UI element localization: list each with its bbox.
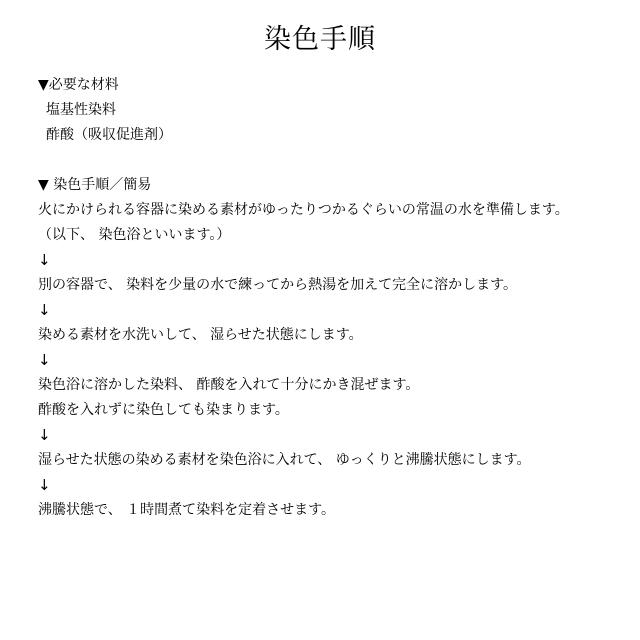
procedure-line: 染める素材を水洗いして、 湿らせた状態にします。 [38, 327, 363, 343]
procedure-line: 別の容器で、 染料を少量の水で練ってから熱湯を加えて完全に溶かします。 [38, 277, 518, 293]
arrow-down-icon: ↓ [38, 301, 51, 319]
procedure-line: （以下、 染色浴といいます。） [38, 227, 231, 243]
materials-heading: ▼必要な材料 [38, 77, 119, 93]
arrow-down-icon: ↓ [38, 351, 51, 369]
arrow-down-icon: ↓ [38, 426, 51, 444]
material-item: 酢酸（吸収促進剤） [46, 127, 172, 143]
arrow-down-icon: ↓ [38, 251, 51, 269]
arrow-down-icon: ↓ [38, 476, 51, 494]
procedure-line: 沸騰状態で、 １時間煮て染料を定着させます。 [38, 502, 336, 518]
procedure-line: 湿らせた状態の染める素材を染色浴に入れて、 ゆっくりと沸騰状態にします。 [38, 452, 531, 468]
procedure-line: 火にかけられる容器に染める素材がゆったりつかるぐらいの常温の水を準備します。 [38, 202, 569, 218]
material-item: 塩基性染料 [46, 102, 116, 118]
page-title: 染色手順 [264, 24, 376, 55]
procedure-heading: ▼ 染色手順／簡易 [38, 177, 152, 193]
procedure-line: 酢酸を入れずに染色しても染まります。 [38, 402, 289, 418]
procedure-line: 染色浴に溶かした染料、 酢酸を入れて十分にかき混ぜます。 [38, 377, 420, 393]
